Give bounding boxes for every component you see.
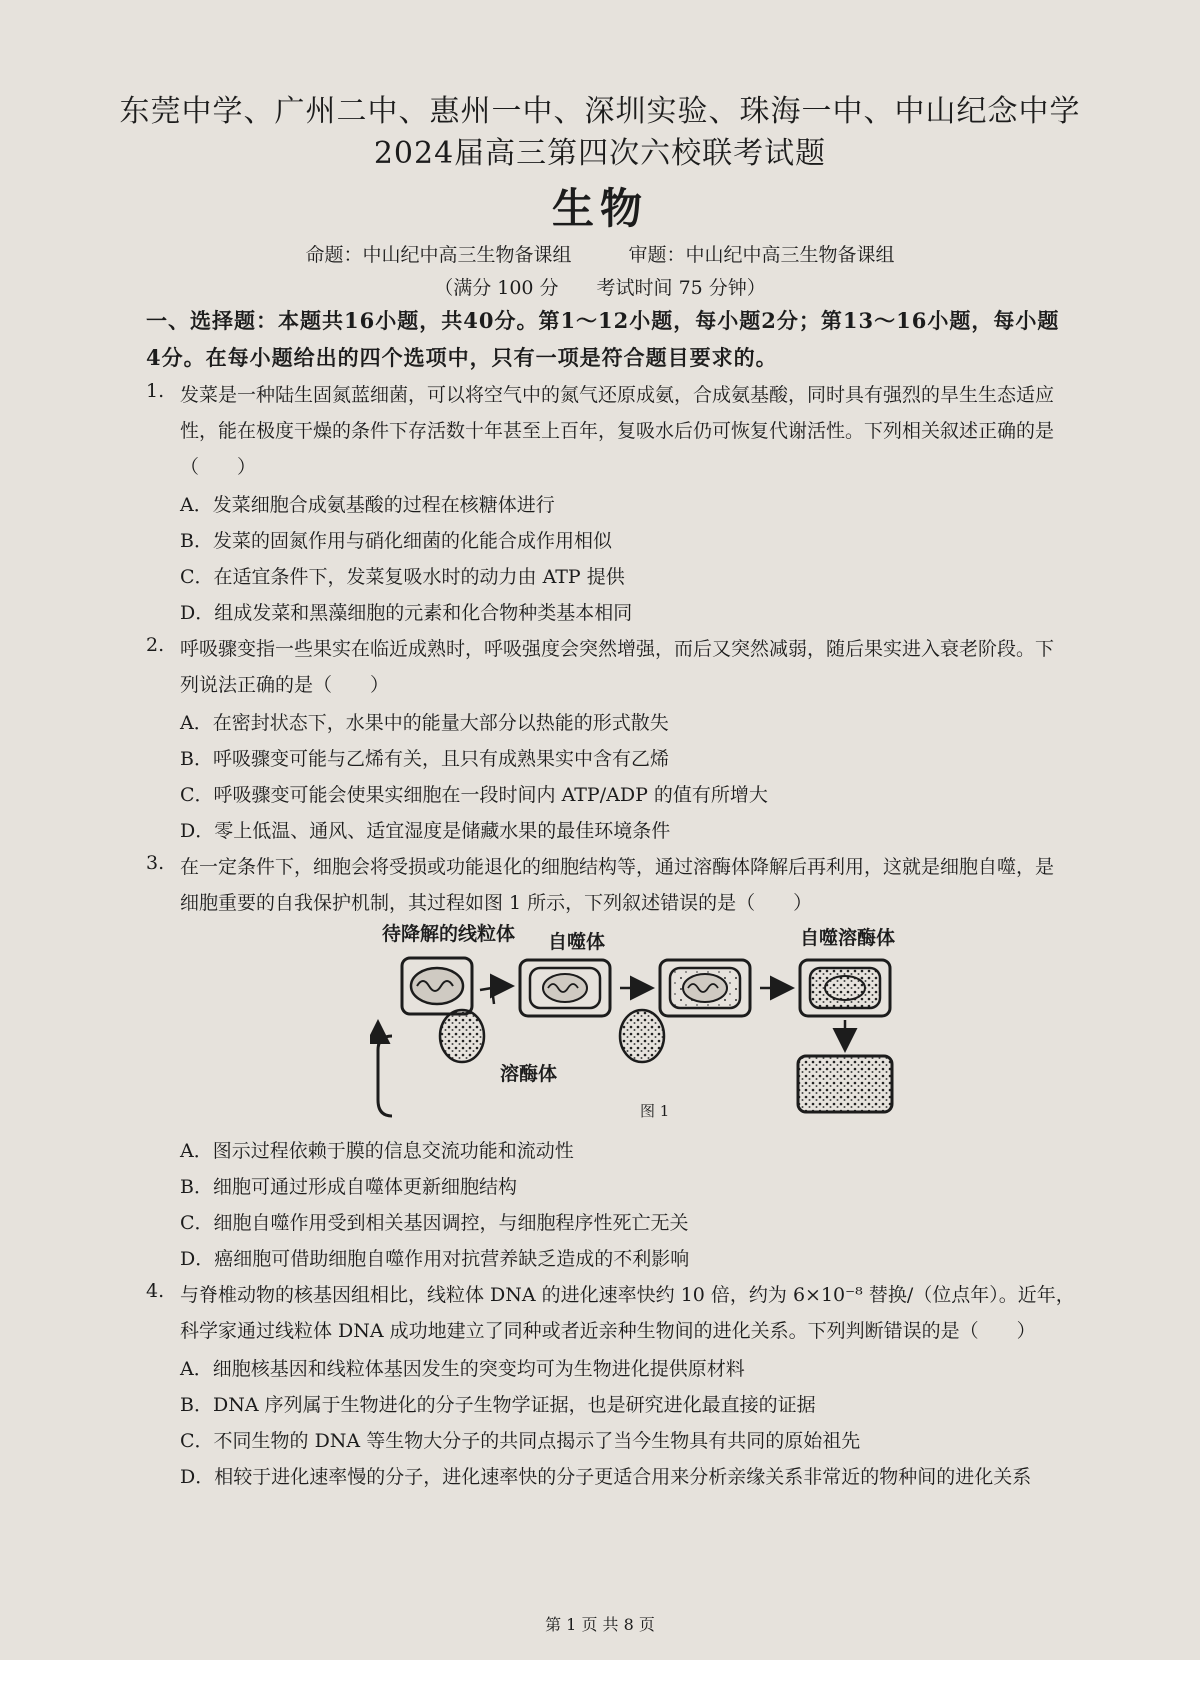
arc-arrow: [480, 988, 494, 1004]
section-heading-line-2: 4分。在每小题给出的四个选项中，只有一项是符合题目要求的。: [146, 345, 778, 370]
q4-option-a: A．细胞核基因和线粒体基因发生的突变均可为生物进化提供原材料: [180, 1358, 745, 1380]
q2-option-d: D．零上低温、通风、适宜湿度是储藏水果的最佳环境条件: [180, 820, 671, 842]
q4-option-c: C．不同生物的 DNA 等生物大分子的共同点揭示了当今生物具有共同的原始祖先: [180, 1430, 861, 1452]
q4-option-b: B．DNA 序列属于生物进化的分子生物学证据，也是研究进化最直接的证据: [180, 1394, 816, 1416]
subject-title: 生物: [551, 184, 648, 233]
autophagy-figure: [370, 920, 930, 1120]
stage-mitochondrion: [402, 958, 472, 1014]
q2-option-c: C．呼吸骤变可能会使果实细胞在一段时间内 ATP/ADP 的值有所增大: [180, 784, 768, 806]
lysosome-2: [620, 1010, 664, 1062]
section-heading-line-1: 一、选择题：本题共16小题，共40分。第1～12小题，每小题2分；第13～16小题，每小题: [146, 308, 1060, 333]
label-autolysosome: 自噬溶酶体: [800, 927, 896, 949]
q2-number: 2.: [146, 634, 165, 656]
q4-stem-line-2: 科学家通过线粒体 DNA 成功地建立了同种或者近亲种生物间的进化关系。下列判断错误的是（ ）: [180, 1320, 1036, 1342]
q3-option-a: A．图示过程依赖于膜的信息交流功能和流动性: [180, 1140, 574, 1162]
q3-option-b: B．细胞可通过形成自噬体更新细胞结构: [180, 1176, 517, 1198]
q3-stem-line-1: 在一定条件下，细胞会将受损或功能退化的细胞结构等，通过溶酶体降解后再利用，这就是细胞自噬，是: [180, 856, 1055, 878]
q2-option-b: B．呼吸骤变可能与乙烯有关，且只有成熟果实中含有乙烯: [180, 748, 669, 770]
q4-option-d: D．相较于进化速率慢的分子，进化速率快的分子更适合用来分析亲缘关系非常近的物种间的进化关系: [180, 1466, 1032, 1488]
schools-title: 东莞中学、广州二中、惠州一中、深圳实验、珠海一中、中山纪念中学: [119, 94, 1081, 129]
recycle-bracket: [378, 1036, 392, 1116]
q4-number: 4.: [146, 1280, 165, 1302]
page-footer: 第 1 页 共 8 页: [545, 1615, 655, 1634]
lysosome-1: [440, 1010, 484, 1062]
q2-option-a: A．在密封状态下，水果中的能量大部分以热能的形式散失: [180, 712, 669, 734]
stage-autophagosome: [520, 960, 610, 1016]
stage-fusion: [660, 960, 750, 1016]
label-lysosome: 溶酶体: [500, 1063, 558, 1085]
q3-option-d: D．癌细胞可借助细胞自噬作用对抗营养缺乏造成的不利影响: [180, 1248, 690, 1270]
q2-stem-line-2: 列说法正确的是（ ）: [180, 674, 390, 696]
q1-stem-line-2: 性，能在极度干燥的条件下存活数十年甚至上百年，复吸水后仍可恢复代谢活性。下列相关叙述正确的是: [180, 420, 1055, 442]
q1-stem-line-1: 发菜是一种陆生固氮蓝细菌，可以将空气中的氮气还原成氨，合成氨基酸，同时具有强烈的旱生生态适应: [180, 384, 1055, 406]
q1-number: 1.: [146, 380, 165, 402]
figure-caption: 图 1: [640, 1102, 670, 1120]
authors-line: 命题：中山纪中高三生物备课组 审题：中山纪中高三生物备课组: [305, 244, 895, 266]
label-mito-to-degrade: 待降解的线粒体: [382, 923, 516, 945]
q1-option-b: B．发菜的固氮作用与硝化细菌的化能合成作用相似: [180, 530, 612, 552]
q3-option-c: C．细胞自噬作用受到相关基因调控，与细胞程序性死亡无关: [180, 1212, 689, 1234]
q3-stem-line-2: 细胞重要的自我保护机制，其过程如图 1 所示，下列叙述错误的是（ ）: [180, 892, 813, 914]
label-autophagosome: 自噬体: [548, 931, 606, 953]
q3-number: 3.: [146, 852, 165, 874]
stage-autolysosome: [800, 960, 890, 1016]
q4-stem-line-1: 与脊椎动物的核基因组相比，线粒体 DNA 的进化速率快约 10 倍，约为 6×10⁻⁸ 替换/（位点年）。近年，: [180, 1284, 1075, 1306]
stage-degraded: [798, 1056, 892, 1112]
q1-stem-line-3: （ ）: [180, 456, 257, 478]
q1-option-d: D．组成发菜和黑藻细胞的元素和化合物种类基本相同: [180, 602, 633, 624]
q1-option-c: C．在适宜条件下，发菜复吸水时的动力由 ATP 提供: [180, 566, 625, 588]
exam-title: 2024届高三第四次六校联考试题: [373, 136, 827, 171]
q1-option-a: A．发菜细胞合成氨基酸的过程在核糖体进行: [180, 494, 555, 516]
q2-stem-line-1: 呼吸骤变指一些果实在临近成熟时，呼吸强度会突然增强，而后又突然减弱，随后果实进入衰老阶段。下: [180, 638, 1055, 660]
score-time-line: （满分 100 分 考试时间 75 分钟）: [434, 277, 766, 299]
